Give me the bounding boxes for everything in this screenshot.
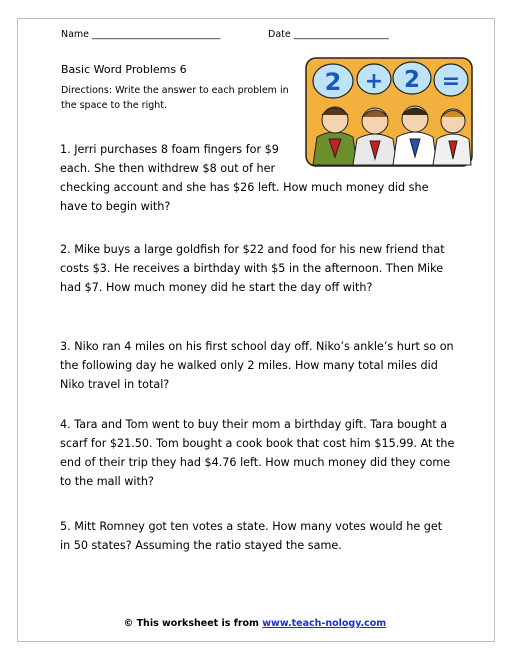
footer-text: © This worksheet is from: [123, 618, 259, 629]
bubble-text-4: =: [441, 69, 461, 94]
name-line: [61, 29, 220, 40]
problem-1-line1: 1. Jerri purchases 8 foam fingers for $9 each. She then withdrew $8 out of her: [60, 143, 279, 175]
bubble-text-1: 2: [324, 68, 342, 96]
name-blank: ___________________________: [92, 29, 221, 40]
problem-4: 4. Tara and Tom went to buy their mom a birthday gift. Tara bought a scarf for $21.50. Tom bought a cook book that cost him $15.99. At the end of their trip they had $4.76 left. How much money did they come to the mall with?: [60, 418, 455, 488]
footer-link[interactable]: www.teach-nology.com: [262, 618, 387, 629]
problem-5: 5. Mitt Romney got ten votes a state. How many votes would he get in 50 states? Assuming the ratio stayed the same.: [60, 520, 443, 552]
directions: Directions: Write the answer to each problem in the space to the right.: [61, 85, 289, 111]
problem-1-rest: checking account and she has $26 left. How much money did she have to begin with?: [60, 181, 429, 213]
bubble-text-2: +: [364, 69, 384, 94]
problem-2: 2. Mike buys a large goldfish for $22 and food for his new friend that costs $3. He receives a birthday with $5 in the afternoon. Then Mike had $7. How much money did he start the day off with?: [60, 243, 445, 294]
date-label: Date: [268, 29, 291, 40]
date-line: [268, 29, 389, 40]
footer: [0, 618, 510, 629]
problem-1: [60, 140, 455, 216]
bubble-text-3: 2: [403, 67, 421, 93]
problem-3: 3. Niko ran 4 miles on his first school day off. Niko’s ankle’s hurt so on the following day he walked only 2 miles. How many total miles did Niko travel in total?: [60, 340, 454, 391]
date-blank: ____________________: [293, 29, 389, 40]
name-label: Name: [61, 29, 90, 40]
worksheet-title: Basic Word Problems 6: [61, 63, 187, 76]
